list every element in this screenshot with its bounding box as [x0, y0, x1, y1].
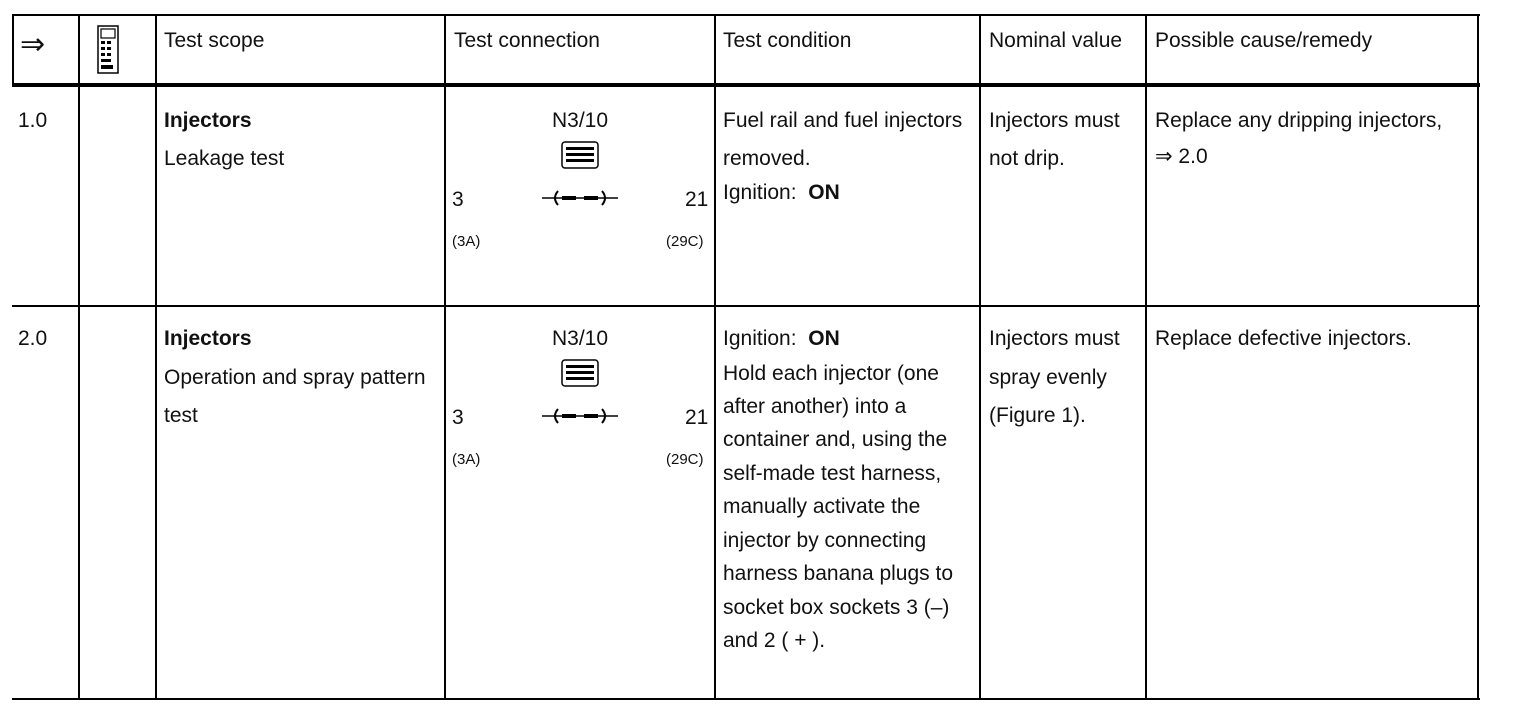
ignition-value: ON: [808, 181, 840, 204]
nominal-line: spray evenly: [989, 366, 1107, 389]
header-nominal-value: Nominal value: [989, 29, 1123, 52]
socket-box-icon: [561, 359, 599, 389]
condition-line: harness banana plugs to: [723, 562, 954, 585]
header-test-connection: Test connection: [454, 29, 600, 52]
condition-ignition: [723, 322, 840, 355]
nominal-line: Injectors must: [989, 109, 1120, 132]
connection-line-icon: [540, 188, 620, 208]
condition-line: Hold each injector (one: [723, 362, 939, 385]
right-pin-sub: (29C): [666, 233, 704, 250]
right-pin: 21: [685, 188, 709, 211]
ignition-label: Ignition:: [723, 327, 797, 350]
condition-line: Fuel rail and fuel injectors: [723, 109, 963, 132]
right-pin: 21: [685, 406, 709, 429]
socket-box-icon: [561, 141, 599, 171]
col-divider: [714, 14, 716, 700]
arrow-icon: ⇒: [20, 28, 46, 61]
nominal-line: not drip.: [989, 147, 1065, 170]
connection-line-icon: [540, 406, 620, 426]
scope-detail: Leakage test: [164, 147, 285, 170]
left-pin: 3: [452, 406, 464, 429]
condition-line: removed.: [723, 147, 811, 170]
scope-title: Injectors: [164, 109, 252, 132]
component-label: N3/10: [551, 327, 609, 350]
step-number: 1.0: [18, 109, 48, 132]
component-label: N3/10: [551, 109, 609, 132]
header-test-scope: Test scope: [164, 29, 265, 52]
scope-detail: test: [164, 404, 198, 427]
condition-line: manually activate the: [723, 495, 921, 518]
col-divider: [979, 14, 981, 700]
row-divider: [12, 305, 1480, 307]
step-number: 2.0: [18, 327, 48, 350]
remedy-line: Replace any dripping injectors,: [1155, 109, 1443, 132]
scope-title: Injectors: [164, 327, 252, 350]
col-divider: [1145, 14, 1147, 700]
col-divider: [12, 14, 14, 84]
condition-line: socket box sockets 3 (–): [723, 596, 950, 619]
ignition-label: Ignition:: [723, 181, 797, 204]
header-possible-cause: Possible cause/remedy: [1155, 29, 1373, 52]
condition-ignition: [723, 176, 840, 209]
left-pin-sub: (3A): [452, 451, 481, 468]
left-pin: 3: [452, 188, 464, 211]
remedy-line: Replace defective injectors.: [1155, 327, 1412, 350]
col-divider: [155, 14, 157, 700]
condition-line: injector by connecting: [723, 529, 927, 552]
nominal-line: Injectors must: [989, 327, 1120, 350]
remedy-line: ⇒ 2.0: [1155, 145, 1208, 168]
header-test-condition: Test condition: [723, 29, 852, 52]
col-divider: [1477, 14, 1479, 700]
header-bottom-border: [12, 83, 1480, 87]
condition-line: and 2 ( + ).: [723, 629, 826, 652]
ignition-value: ON: [808, 327, 840, 350]
tester-device-icon: [97, 25, 119, 75]
right-pin-sub: (29C): [666, 451, 704, 468]
col-divider: [444, 14, 446, 700]
condition-line: after another) into a: [723, 395, 907, 418]
table-top-border: [12, 14, 1480, 16]
scope-detail: Operation and spray pattern: [164, 366, 426, 389]
nominal-line: (Figure 1).: [989, 404, 1086, 427]
condition-line: container and, using the: [723, 428, 948, 451]
col-divider: [78, 14, 80, 700]
left-pin-sub: (3A): [452, 233, 481, 250]
table-bottom-border: [12, 698, 1480, 700]
condition-line: self-made test harness,: [723, 462, 942, 485]
